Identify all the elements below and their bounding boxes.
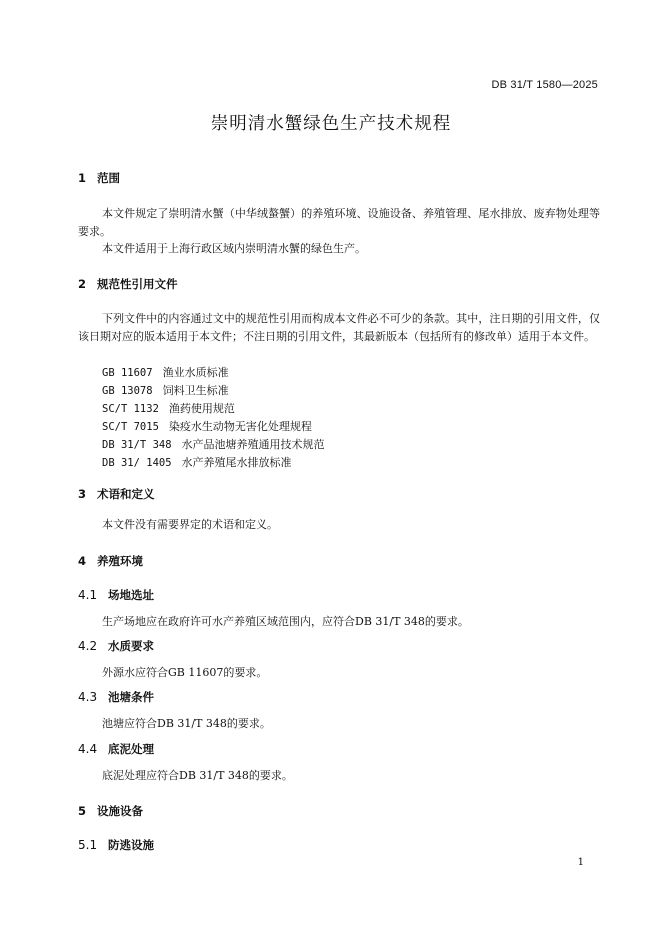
reference-name: 染疫水生动物无害化处理规程 [168,420,312,433]
subsection-number: 4.4 [78,742,98,756]
document-title: 崇明清水蟹绿色生产技术规程 [210,114,452,134]
reference-name: 渔业水质标准 [162,366,229,379]
section-title: 规范性引用文件 [97,277,178,291]
subsection-number: 4.1 [78,588,98,602]
subsection-title: 水质要求 [108,639,154,653]
subsection-number: 5.1 [78,838,98,852]
section-3-paragraph-1: 本文件没有需要界定的术语和定义。 [102,518,278,531]
subsection-4-1-heading [78,587,154,603]
subsection-number: 4.3 [78,690,98,704]
standard-number: DB 31/T 1580—2025 [491,79,598,91]
reference-item [102,454,292,470]
subsection-4-2-heading [78,638,154,654]
reference-item [102,382,229,398]
page-number: 1 [577,857,584,868]
subsection-4-4-text: 底泥处理应符合DB 31/T 348的要求。 [102,769,293,782]
section-5-heading [78,803,143,819]
reference-code: GB 13078 [102,385,153,397]
reference-code: GB 11607 [102,367,153,379]
subsection-title: 防逃设施 [108,838,154,852]
subsection-4-2-text: 外源水应符合GB 11607的要求。 [102,666,268,679]
reference-name: 水产养殖尾水排放标准 [181,456,292,469]
section-number: 4 [78,554,87,568]
section-number: 3 [78,487,87,501]
section-title: 术语和定义 [97,487,155,501]
subsection-4-4-heading [78,741,154,757]
section-title: 范围 [97,171,120,185]
section-number: 2 [78,277,87,291]
section-number: 1 [78,171,87,185]
subsection-4-3-text: 池塘应符合DB 31/T 348的要求。 [102,717,271,730]
reference-name: 渔药使用规范 [168,402,235,415]
section-1-heading [78,170,120,186]
section-number: 5 [78,804,87,818]
section-4-heading [78,553,143,569]
subsection-title: 场地选址 [108,588,154,602]
reference-item [102,418,312,434]
reference-item [102,364,229,380]
reference-code: SC/T 7015 [102,421,159,433]
reference-code: DB 31/ 1405 [102,457,172,469]
section-title: 设施设备 [97,804,143,818]
subsection-4-3-heading [78,689,154,705]
reference-code: SC/T 1132 [102,403,159,415]
subsection-4-1-text: 生产场地应在政府许可水产养殖区域范围内，应符合DB 31/T 348的要求。 [102,615,469,628]
subsection-5-1-heading [78,837,154,853]
section-1-paragraph-2: 本文件适用于上海行政区域内崇明清水蟹的绿色生产。 [102,242,366,255]
section-title: 养殖环境 [97,554,143,568]
reference-item [102,400,235,416]
section-3-heading [78,486,155,502]
reference-name: 水产品池塘养殖通用技术规范 [181,438,325,451]
reference-code: DB 31/T 348 [102,439,172,451]
section-2-paragraph-1: 下列文件中的内容通过文中的规范性引用而构成本文件必不可少的条款。其中，注日期的引用文件，仅该日期对应的版本适用于本文件；不注日期的引用文件，其最新版本（包括所有的修改单）适用于本文件。 [78,312,600,344]
section-2-heading [78,276,178,292]
reference-name: 饲料卫生标准 [162,384,229,397]
reference-item [102,436,325,452]
subsection-title: 池塘条件 [108,690,154,704]
section-1-paragraph-1: 本文件规定了崇明清水蟹（中华绒螯蟹）的养殖环境、设施设备、养殖管理、尾水排放、废弃物处理等要求。 [78,207,600,239]
subsection-title: 底泥处理 [108,742,154,756]
subsection-number: 4.2 [78,639,98,653]
